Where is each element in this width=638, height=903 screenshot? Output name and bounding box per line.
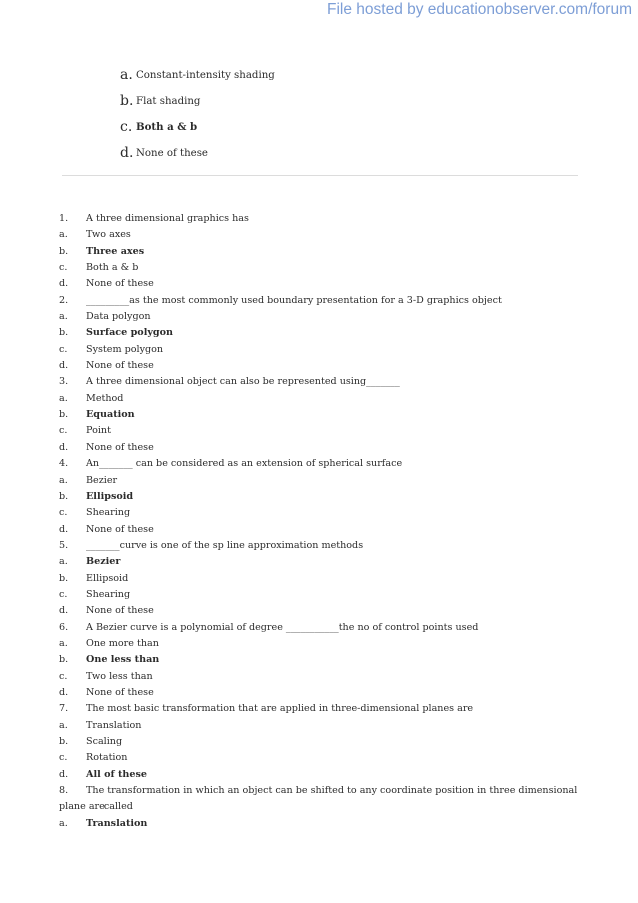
- item-text: Scaling: [86, 736, 123, 747]
- item-text: None of these: [86, 278, 154, 290]
- item-text: Rotation: [86, 752, 128, 764]
- answer-option-row: [59, 440, 579, 456]
- answer-option-row: [59, 276, 579, 292]
- question-8: [59, 783, 579, 816]
- item-text-answer: Ellipsoid: [86, 490, 134, 502]
- top-option: [120, 62, 275, 88]
- item-marker: d.: [59, 605, 69, 617]
- item-text: Shearing: [86, 507, 131, 519]
- item-marker: b.: [59, 736, 69, 747]
- answer-option-row: [59, 767, 579, 783]
- item-marker: 7.: [59, 703, 69, 715]
- question-row: [59, 211, 579, 227]
- answer-option-row: [59, 750, 579, 766]
- answer-option-row: [59, 260, 579, 276]
- option-letter: c.: [120, 119, 133, 135]
- item-text: None of these: [86, 441, 154, 453]
- item-text: An_______ can be considered as an extension of spherical surface: [86, 458, 403, 470]
- option-letter: b.: [120, 93, 134, 109]
- item-marker: 3.: [59, 376, 69, 388]
- item-text-answer: Three axes: [86, 245, 145, 257]
- item-marker: c.: [59, 262, 68, 274]
- answer-option-row: [59, 718, 579, 734]
- item-marker: a.: [59, 556, 68, 568]
- answer-option-row: [59, 407, 579, 423]
- answer-option-row: [59, 652, 579, 668]
- answer-option-row: [59, 423, 579, 439]
- item-text: The most basic transformation that are applied in three-dimensional planes are: [86, 703, 474, 715]
- option-text: Constant-intensity shading: [136, 69, 275, 81]
- top-option: [120, 114, 275, 140]
- item-marker: d.: [59, 686, 69, 698]
- item-text: Both a & b: [86, 262, 139, 274]
- answer-option-row: [59, 342, 579, 358]
- question-8-marker: 8.: [59, 785, 69, 797]
- item-marker: a.: [59, 311, 68, 323]
- answer-option-row: [59, 227, 579, 243]
- item-text-answer: Bezier: [86, 556, 121, 568]
- item-marker: d.: [59, 360, 69, 372]
- item-text-answer: Surface polygon: [86, 327, 173, 339]
- answer-option-row: [59, 603, 579, 619]
- item-text: None of these: [86, 523, 154, 535]
- item-text: Bezier: [86, 474, 118, 486]
- item-text: None of these: [86, 360, 154, 372]
- question-8-continuation: called: [103, 801, 133, 813]
- question-row: [59, 538, 579, 554]
- item-marker: b.: [59, 572, 69, 584]
- item-text: One more than: [86, 637, 159, 649]
- top-options-list: [120, 62, 275, 166]
- answer-option-row: [59, 505, 579, 521]
- item-marker: 4.: [59, 458, 69, 470]
- answer-option-row: [59, 636, 579, 652]
- answer-option-row: [59, 309, 579, 325]
- question-row: [59, 620, 579, 636]
- item-text: None of these: [86, 605, 154, 617]
- item-text: A Bezier curve is a polynomial of degree ___________the no of control points used: [86, 621, 479, 633]
- option-text: Flat shading: [136, 95, 201, 107]
- item-marker: c.: [59, 425, 68, 437]
- item-text: Ellipsoid: [86, 572, 129, 584]
- item-marker: b.: [59, 409, 69, 421]
- answer-option-row: [59, 554, 579, 570]
- question-rows: [59, 211, 579, 783]
- answer-option-row: [59, 587, 579, 603]
- item-text: Two less than: [86, 670, 153, 682]
- question-list: [59, 211, 579, 832]
- item-text: A three dimensional graphics has: [86, 213, 249, 224]
- item-text-answer: Equation: [86, 409, 135, 421]
- item-text: A three dimensional object can also be represented using_______: [86, 376, 400, 388]
- item-marker: c.: [59, 507, 68, 519]
- item-marker: b.: [59, 654, 69, 666]
- item-text: Translation: [86, 719, 142, 731]
- top-option: [120, 140, 275, 166]
- answer-option-row: [59, 244, 579, 260]
- item-text: Point: [86, 425, 111, 437]
- answer-option-row: [59, 325, 579, 341]
- item-marker: b.: [59, 327, 69, 339]
- item-marker: 6.: [59, 621, 69, 633]
- question-row: [59, 456, 579, 472]
- item-text-answer: One less than: [86, 654, 160, 666]
- question-8-text: The transformation in which an object can be shifted to any coordinate position in three dimensional plane are: [59, 785, 578, 813]
- item-marker: a.: [59, 392, 68, 404]
- item-text: System polygon: [86, 343, 164, 355]
- answer-option-row: [59, 571, 579, 587]
- item-text: Shearing: [86, 588, 131, 600]
- item-marker: a.: [59, 229, 68, 241]
- item-text: _______curve is one of the sp line approximation methods: [86, 539, 364, 551]
- question-row: [59, 701, 579, 717]
- answer-option-row: [59, 685, 579, 701]
- item-marker: a.: [59, 817, 68, 829]
- item-marker: c.: [59, 343, 68, 355]
- top-option: [120, 88, 275, 114]
- answer-option-row: [59, 669, 579, 685]
- item-marker: c.: [59, 670, 68, 682]
- item-marker: c.: [59, 752, 68, 764]
- answer-option-row: [59, 391, 579, 407]
- item-text: _________as the most commonly used boundary presentation for a 3-D graphics object: [86, 294, 502, 306]
- item-text: Two axes: [86, 229, 131, 241]
- item-marker: d.: [59, 278, 69, 290]
- answer-option-row: [59, 358, 579, 374]
- option-letter: d.: [120, 145, 134, 161]
- item-marker: b.: [59, 245, 69, 257]
- item-marker: d.: [59, 441, 69, 453]
- item-text: None of these: [86, 686, 154, 698]
- option-text: None of these: [136, 147, 208, 159]
- item-marker: c.: [59, 588, 68, 600]
- item-marker: b.: [59, 490, 69, 502]
- item-marker: d.: [59, 523, 69, 535]
- item-marker: 5.: [59, 539, 69, 551]
- item-marker: 1.: [59, 213, 69, 224]
- answer-option-row: [59, 489, 579, 505]
- question-row: [59, 374, 579, 390]
- item-text-answer: Translation: [86, 817, 148, 829]
- answer-option-row: [59, 473, 579, 489]
- list-item: [59, 816, 579, 832]
- item-text-answer: All of these: [86, 768, 147, 780]
- item-marker: 2.: [59, 294, 69, 306]
- question-row: [59, 293, 579, 309]
- option-text-answer: Both a & b: [136, 121, 198, 133]
- watermark: File hosted by educationobserver.com/forum: [327, 1, 632, 18]
- item-marker: a.: [59, 719, 68, 731]
- item-marker: d.: [59, 768, 69, 780]
- answer-option-row: [59, 734, 579, 750]
- item-marker: a.: [59, 637, 68, 649]
- answer-option-row: [59, 522, 579, 538]
- section-divider: [62, 175, 578, 176]
- option-letter: a.: [120, 67, 133, 83]
- item-text: Data polygon: [86, 311, 151, 323]
- item-marker: a.: [59, 474, 68, 486]
- item-text: Method: [86, 392, 124, 404]
